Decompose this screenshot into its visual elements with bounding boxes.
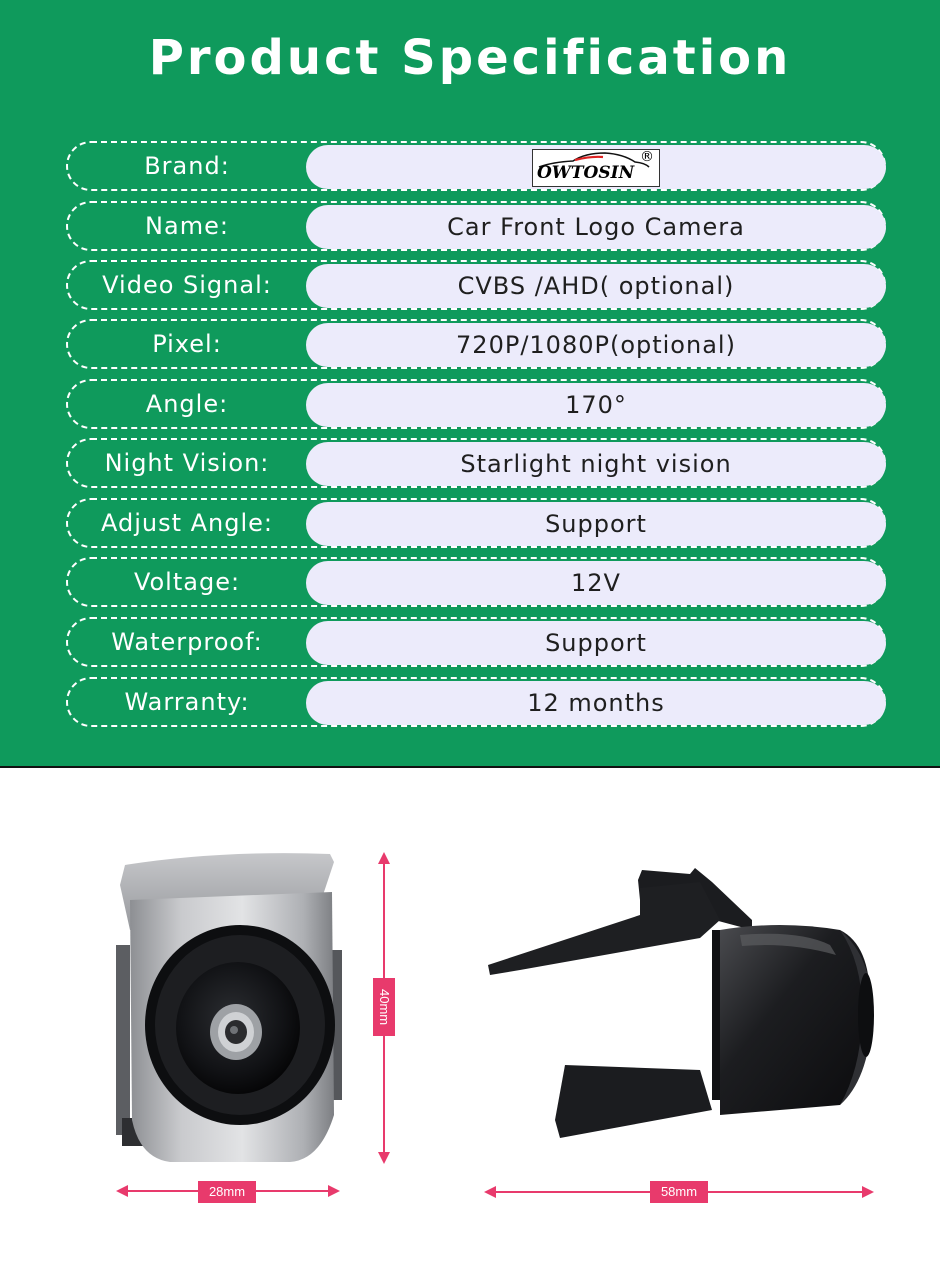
spec-value: Support xyxy=(306,621,886,665)
spec-value: CVBS /AHD( optional) xyxy=(306,264,886,308)
brand-logo xyxy=(532,149,660,187)
product-photo-area xyxy=(0,770,940,1275)
brand-logo-text: OWTOSIN xyxy=(537,163,635,183)
spec-label: Name: xyxy=(145,212,229,240)
spec-value-brand xyxy=(306,145,886,189)
spec-row-waterproof xyxy=(66,617,886,667)
spec-label: Night Vision: xyxy=(104,449,270,477)
spec-row-name xyxy=(66,201,886,251)
side-camera-image xyxy=(488,868,874,1138)
registered-mark: ® xyxy=(640,149,655,165)
spec-label: Voltage: xyxy=(133,568,241,596)
spec-value: 12V xyxy=(306,561,886,605)
spec-row-pixel xyxy=(66,319,886,369)
spec-value: Car Front Logo Camera xyxy=(306,205,886,249)
dimension-label-height: 40mm xyxy=(373,978,395,1036)
front-camera-image xyxy=(116,853,342,1162)
dimension-label-width-front: 28mm xyxy=(198,1181,256,1203)
spec-row-voltage xyxy=(66,557,886,607)
spec-value: Starlight night vision xyxy=(306,442,886,486)
spec-label: Pixel: xyxy=(152,330,222,358)
spec-label: Warranty: xyxy=(124,688,250,716)
spec-label: Video Signal: xyxy=(102,271,272,299)
spec-value: 720P/1080P(optional) xyxy=(306,323,886,367)
spec-label: Waterproof: xyxy=(111,628,263,656)
spec-row-night-vision xyxy=(66,438,886,488)
spec-value: 170° xyxy=(306,383,886,427)
spec-label: Angle: xyxy=(145,390,229,418)
spec-row-video-signal xyxy=(66,260,886,310)
spec-label: Brand: xyxy=(144,152,230,180)
spec-value: Support xyxy=(306,502,886,546)
spec-row-adjust-angle xyxy=(66,498,886,548)
dimension-label-length-side: 58mm xyxy=(650,1181,708,1203)
spec-row-brand xyxy=(66,141,886,191)
spec-row-angle xyxy=(66,379,886,429)
spec-label: Adjust Angle: xyxy=(100,509,274,537)
page-title: Product Specification xyxy=(148,30,792,86)
spec-value: 12 months xyxy=(306,681,886,725)
spec-row-warranty xyxy=(66,677,886,727)
